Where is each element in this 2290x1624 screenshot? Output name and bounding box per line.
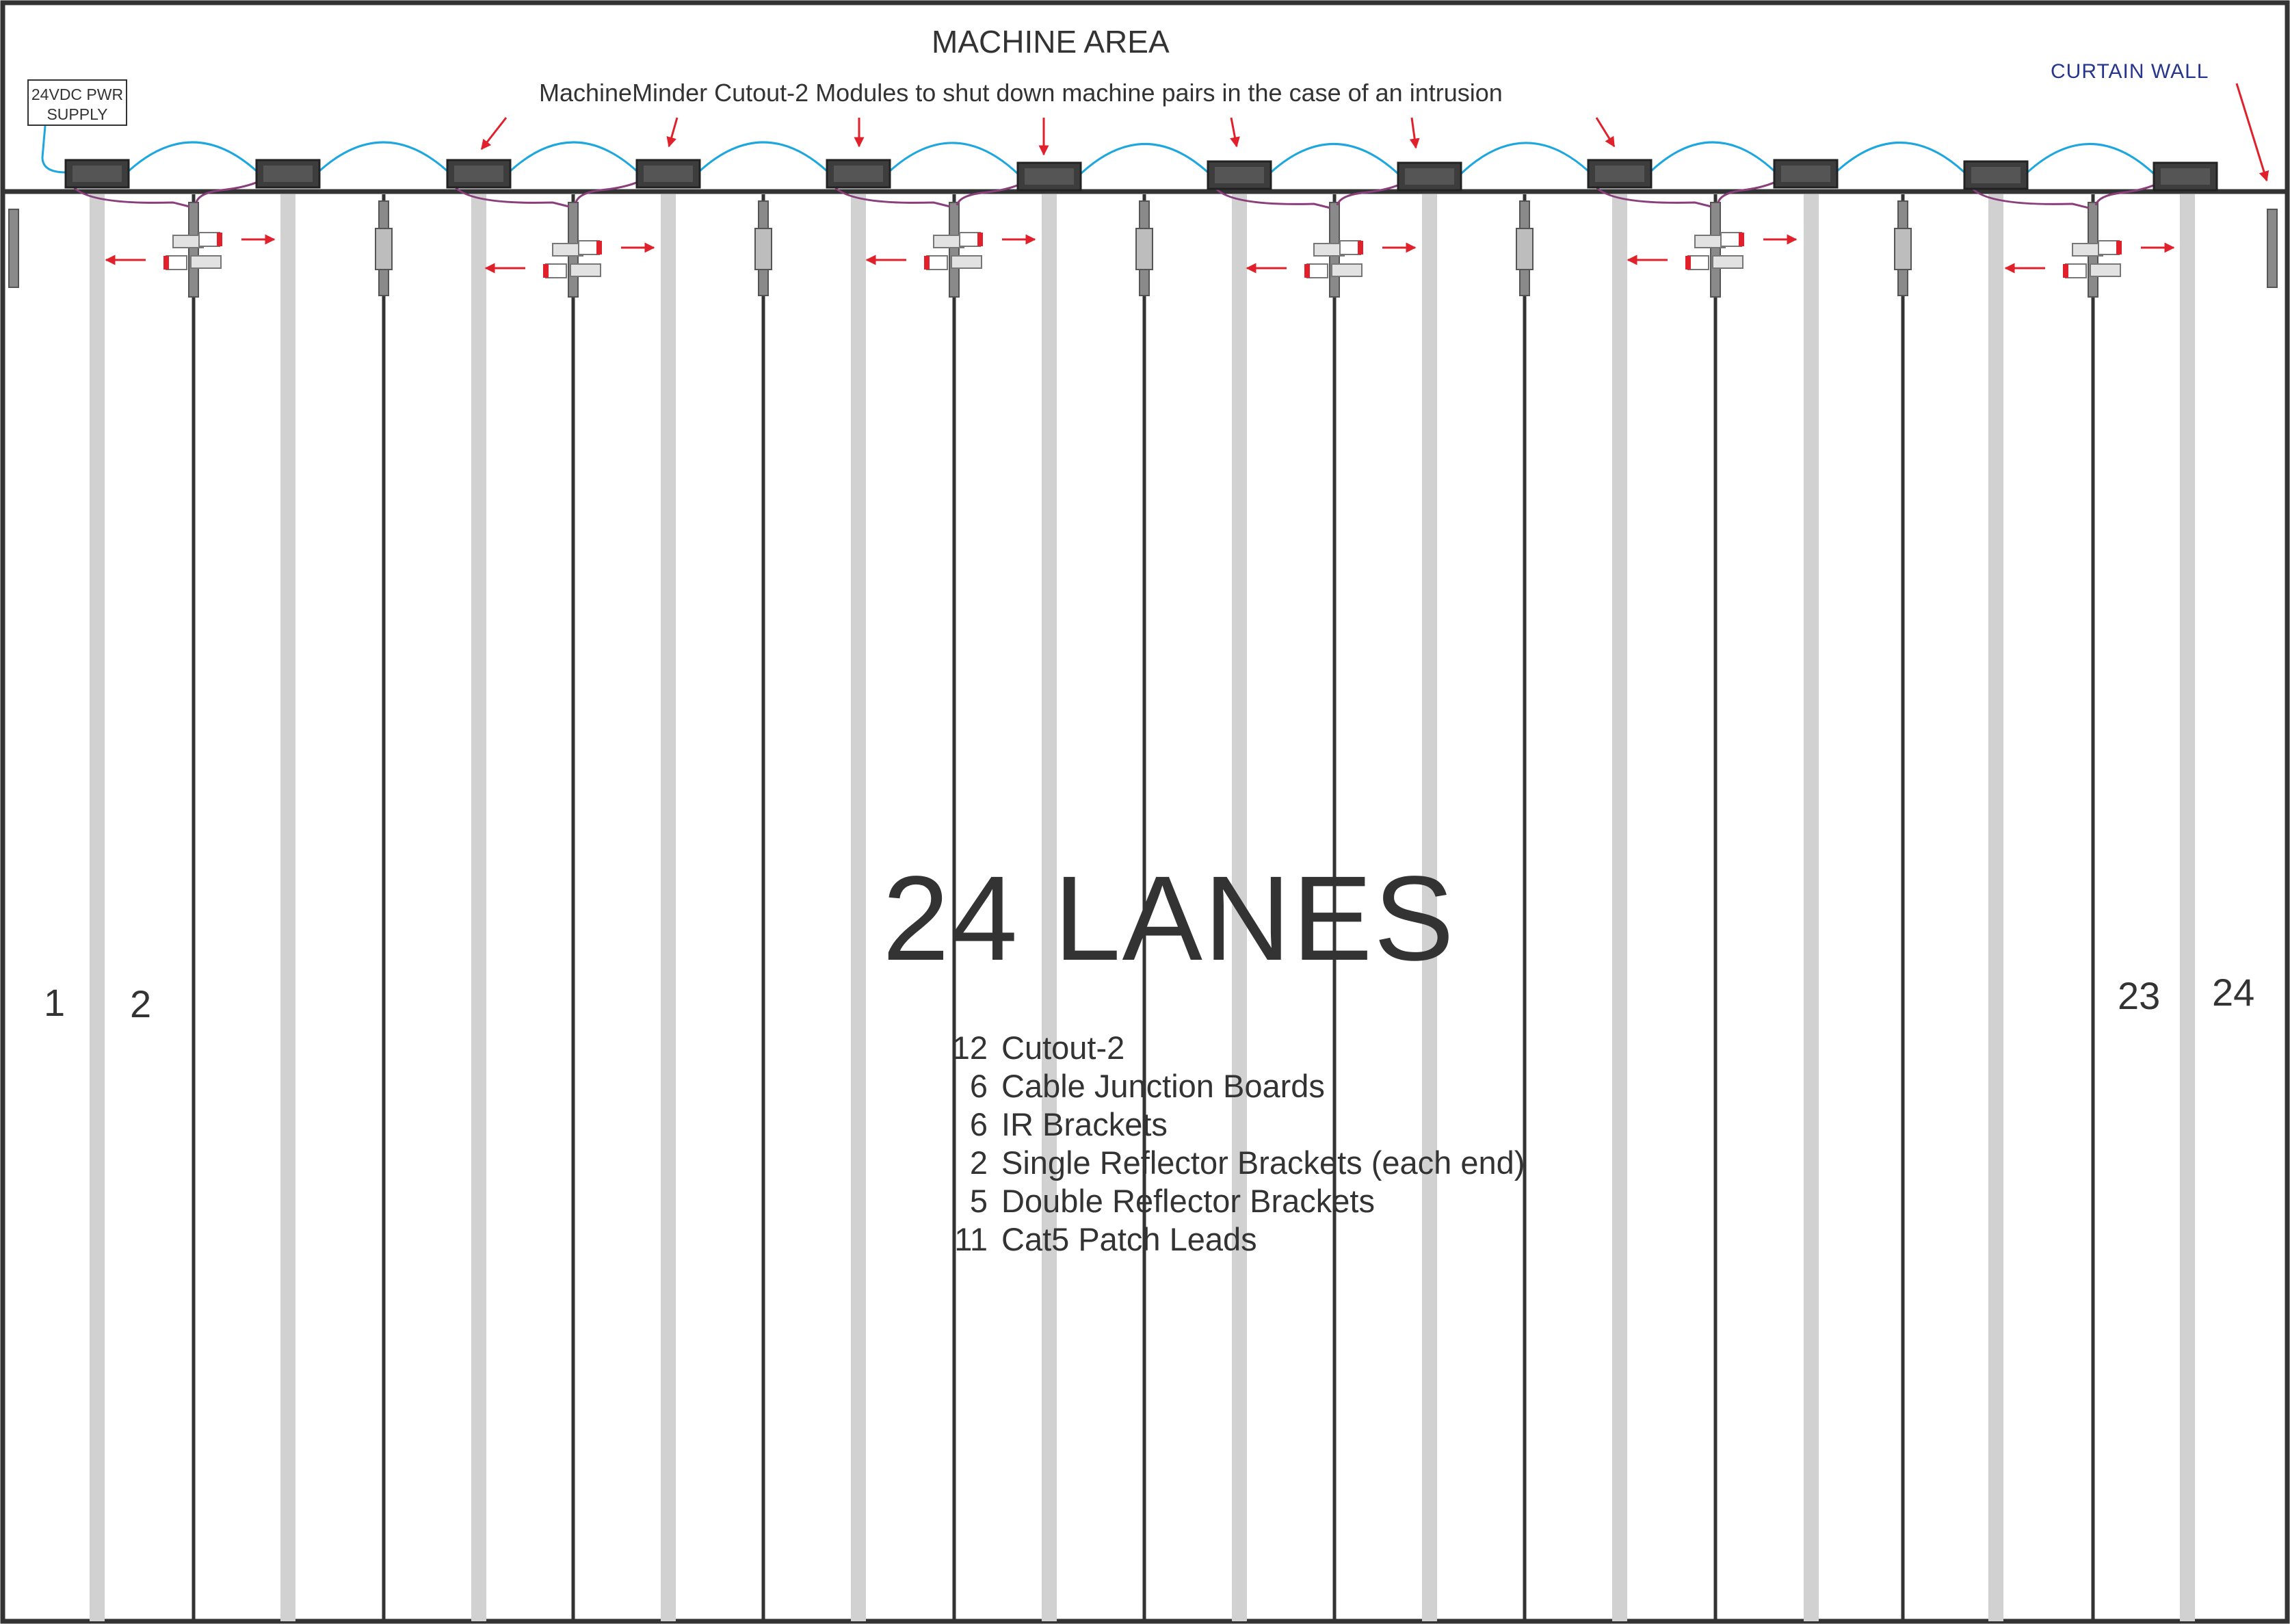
ir-bracket-post [949, 202, 959, 297]
parts-item-name: Cat5 Patch Leads [1001, 1221, 1257, 1257]
parts-list-item [945, 1144, 1525, 1182]
parts-item-name: IR Brackets [1001, 1106, 1168, 1142]
patch-lead [957, 183, 1022, 205]
cutout-2-module-face [644, 166, 693, 182]
ir-sensor [546, 264, 566, 278]
module-callout-arrow [482, 118, 506, 149]
network-cable [1271, 144, 1398, 174]
parts-item-name: Cable Junction Boards [1001, 1068, 1325, 1104]
network-cable [1651, 142, 1774, 171]
cutout-2-module-face [1215, 167, 1264, 183]
ir-sensor [166, 256, 187, 270]
lane-stripe [661, 194, 676, 1621]
parts-item-name: Double Reflector Brackets [1001, 1183, 1375, 1219]
single-reflector-bracket [9, 209, 18, 287]
diagram-subtitle: MachineMinder Cutout-2 Modules to shut down machine pairs in the case of an intrusion [539, 79, 1503, 107]
parts-list-item [945, 1029, 1525, 1067]
ir-sensor [199, 233, 220, 246]
lane-number-2: 2 [130, 982, 152, 1025]
ir-sensor-lens [977, 233, 983, 246]
ir-sensor-lens [163, 256, 169, 270]
lane-stripe [851, 194, 866, 1621]
ir-sensor [1721, 233, 1741, 246]
ir-sensor-lens [1304, 264, 1310, 278]
cutout-2-module-face [454, 166, 503, 182]
reflector-plate [1516, 228, 1533, 270]
lane-stripe [1804, 194, 1819, 1621]
lane-number-23: 23 [2118, 974, 2161, 1017]
power-supply-box [27, 79, 127, 126]
cutout-2-module-face [1025, 168, 1074, 185]
ir-sensor [2098, 241, 2119, 254]
ir-sensor-lens [1358, 241, 1363, 254]
lane-stripe [1612, 194, 1627, 1621]
parts-qty: 11 [954, 1221, 988, 1257]
ir-sensor-lens [1739, 233, 1744, 246]
module-callout-arrow [1412, 118, 1416, 148]
parts-item-name: Single Reflector Brackets (each end) [1001, 1144, 1525, 1181]
power-supply-line1: 24VDC PWR [31, 86, 124, 103]
parts-list [945, 1029, 1525, 1259]
network-cable [1081, 144, 1208, 174]
ir-sensor-lens [596, 241, 602, 254]
ir-bracket-arm [570, 264, 601, 276]
ir-sensor [960, 233, 980, 246]
module-callout-arrow [1231, 118, 1237, 146]
network-cable [510, 142, 637, 171]
ir-bracket-arm [1332, 264, 1362, 276]
network-cable [319, 142, 447, 171]
cutout-2-module-face [834, 166, 883, 182]
lane-stripe [2180, 194, 2195, 1621]
parts-qty: 6 [969, 1068, 988, 1104]
lane-number-1: 1 [44, 981, 66, 1024]
network-cable [890, 143, 1018, 174]
ir-bracket-arm [2090, 264, 2120, 276]
cutout-2-module-face [2161, 168, 2210, 185]
parts-list-item [945, 1067, 1525, 1105]
patch-lead [1337, 183, 1402, 205]
ir-bracket-arm [1713, 256, 1743, 268]
cutout-2-module-face [1595, 166, 1644, 182]
reflector-plate [755, 228, 772, 270]
lane-stripe [471, 194, 486, 1621]
ir-sensor-lens [1685, 256, 1691, 270]
ir-bracket-arm [951, 256, 982, 268]
parts-item-name: Cutout-2 [1001, 1030, 1125, 1066]
cutout-2-module-face [73, 166, 122, 182]
parts-qty: 2 [969, 1144, 988, 1181]
curtain-wall-arrow [2237, 83, 2267, 181]
lane-number-24: 24 [2212, 971, 2255, 1014]
cutout-2-module-face [1405, 168, 1454, 185]
reflector-plate [1136, 228, 1153, 270]
cutout-2-module-face [1971, 167, 2021, 183]
parts-qty: 6 [969, 1106, 988, 1142]
curtain-wall-label: CURTAIN WALL [2051, 60, 2209, 83]
network-cable [2027, 144, 2154, 174]
lane-stripe [1988, 194, 2003, 1621]
network-cable [700, 142, 827, 171]
ir-sensor-lens [2116, 241, 2122, 254]
power-cable [42, 126, 66, 172]
ir-bracket-post [1711, 202, 1720, 297]
module-callout-arrow [669, 118, 677, 146]
ir-sensor-lens [543, 264, 549, 278]
cutout-2-module-face [1781, 166, 1830, 182]
parts-qty: 12 [951, 1030, 988, 1066]
ir-sensor [1307, 264, 1328, 278]
ir-sensor [1688, 256, 1709, 270]
machine-area-title: MACHINE AREA [932, 24, 1170, 60]
power-supply-line2: SUPPLY [47, 105, 108, 123]
lane-stripe [90, 194, 105, 1621]
module-callout-arrow [1596, 118, 1614, 146]
ir-bracket-post [189, 202, 198, 297]
patch-lead [2096, 183, 2158, 205]
lane-stripe [280, 194, 295, 1621]
ir-sensor [1340, 241, 1360, 254]
ir-sensor-lens [924, 256, 930, 270]
parts-list-item [945, 1220, 1525, 1259]
network-cable [1837, 142, 1964, 172]
parts-qty: 5 [969, 1183, 988, 1219]
cutout-2-module-face [263, 166, 313, 182]
network-cable [129, 142, 256, 171]
ir-sensor-lens [217, 233, 222, 246]
ir-sensor [2066, 264, 2086, 278]
ir-sensor-lens [2063, 264, 2068, 278]
reflector-plate [1895, 228, 1911, 270]
network-cable [1461, 143, 1588, 174]
ir-sensor [927, 256, 947, 270]
lanes-heading: 24 LANES [882, 852, 1456, 986]
ir-sensor [579, 241, 599, 254]
parts-list-item [945, 1105, 1525, 1144]
parts-list-item [945, 1182, 1525, 1220]
reflector-plate [376, 228, 392, 270]
ir-bracket-arm [191, 256, 221, 268]
single-reflector-bracket [2267, 209, 2277, 287]
